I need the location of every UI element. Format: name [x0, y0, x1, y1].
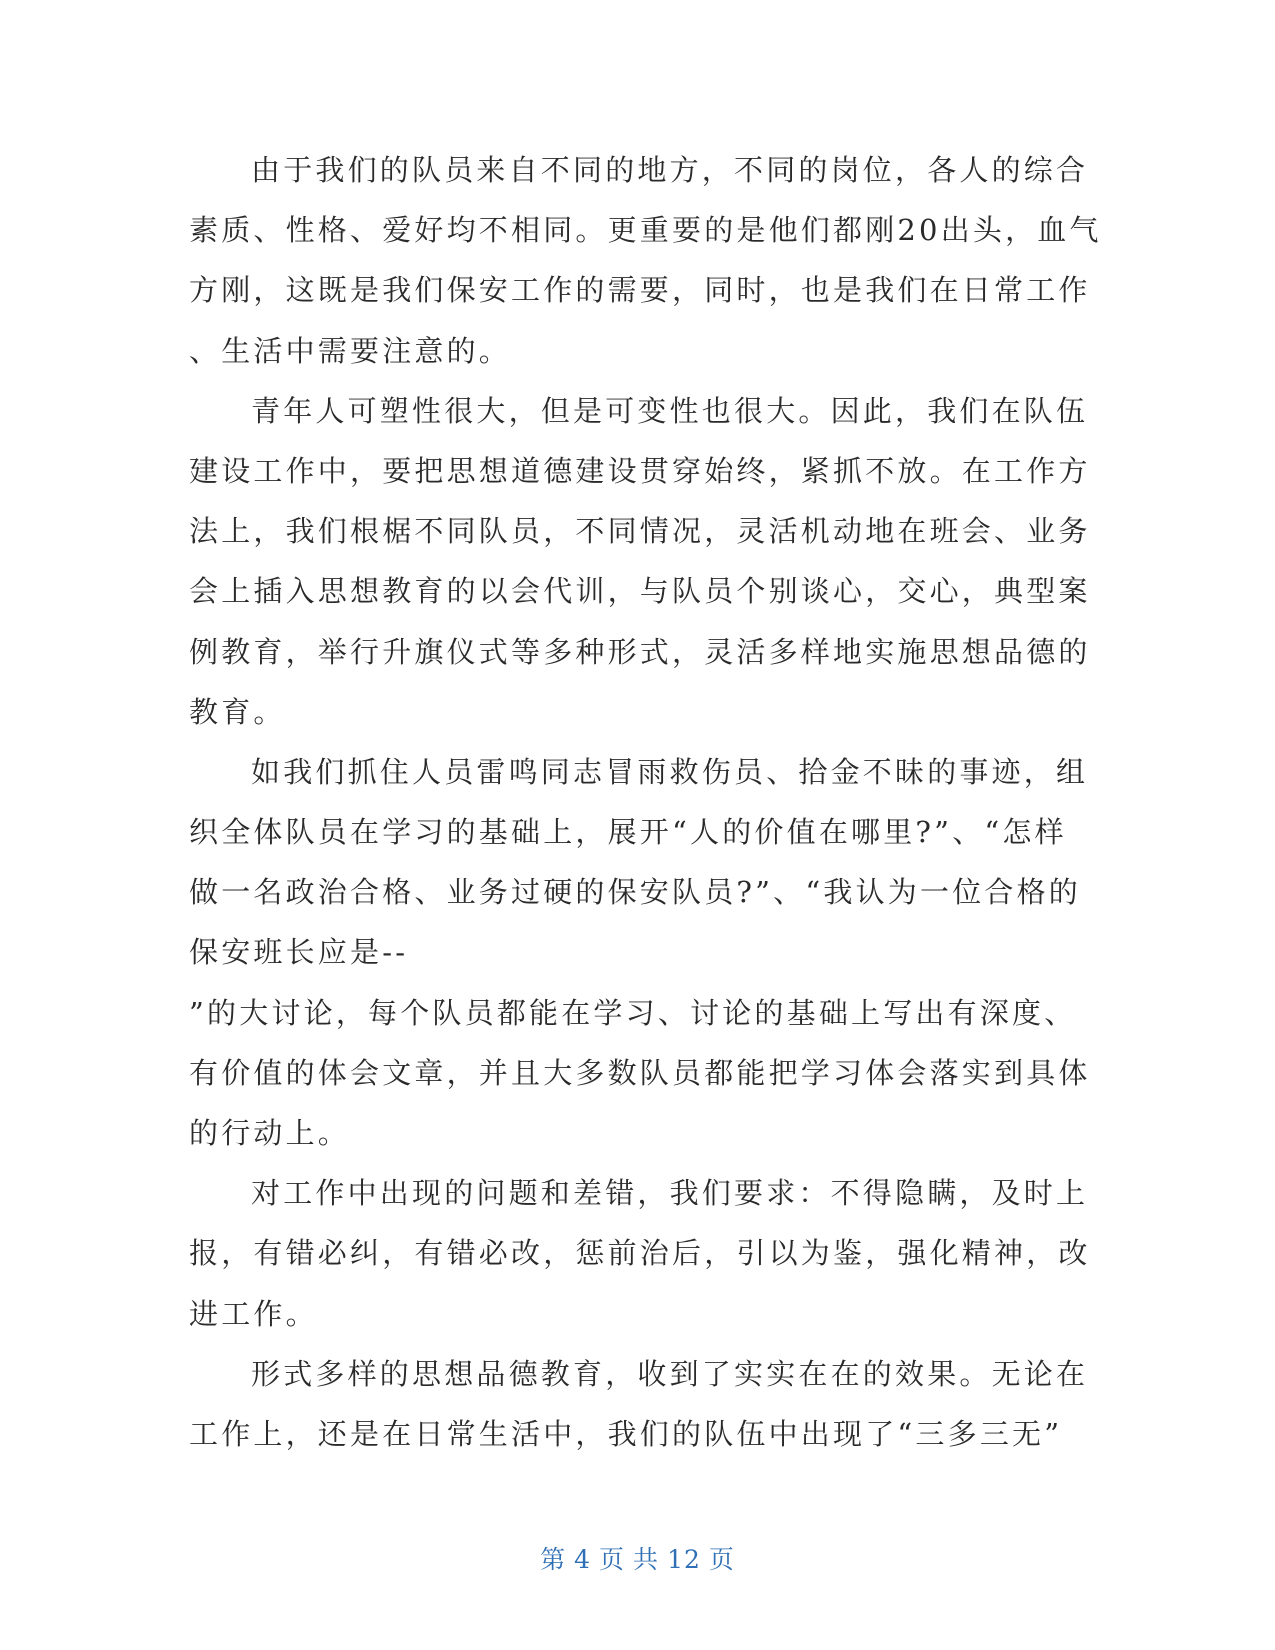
footer-current-page: 4	[574, 1545, 592, 1574]
text-line: 教育。	[189, 694, 286, 729]
text-line: 例教育，举行升旗仪式等多种形式，灵活多样地实施思想品德的	[189, 634, 1091, 669]
footer-prefix: 第	[540, 1545, 567, 1574]
text-line: 由于我们的队员来自不同的地方，不同的岗位，各人的综合	[251, 153, 1089, 187]
page-number-footer	[0, 1540, 1275, 1576]
text-line: 素质、性格、爱好均不相同。更重要的是他们都刚20出头，血气	[189, 213, 1102, 248]
footer-suffix: 页	[708, 1545, 735, 1574]
footer-page-word: 页	[599, 1545, 626, 1574]
text-line: 织全体队员在学习的基础上，展开“人的价值在哪里?”、“怎样	[189, 815, 1067, 850]
text-line: 做一名政治合格、业务过硬的保安队员?”、“我认为一位合格的	[189, 875, 1082, 910]
text-line: 报，有错必纠，有错必改，惩前治后，引以为鉴，强化精神，改	[189, 1236, 1091, 1271]
document-body	[189, 140, 1102, 1464]
text-line: 青年人可塑性很大，但是可变性也很大。因此，我们在队伍	[251, 393, 1089, 428]
text-line: 法上，我们根椐不同队员，不同情况，灵活机动地在班会、业务	[189, 514, 1091, 549]
text-line: 进工作。	[189, 1296, 318, 1331]
text-line: ”的大讨论，每个队员都能在学习、讨论的基础上写出有深度、	[189, 995, 1077, 1030]
text-line: 如我们抓住人员雷鸣同志冒雨救伤员、拾金不昧的事迹，组	[251, 754, 1089, 789]
footer-total-pages: 12	[667, 1545, 701, 1574]
text-line: 建设工作中，要把思想道德建设贯穿始终，紧抓不放。在工作方	[189, 453, 1091, 488]
text-line: 的行动上。	[189, 1116, 351, 1150]
text-line: 方刚，这既是我们保安工作的需要，同时，也是我们在日常工作	[189, 273, 1091, 308]
footer-total-word: 共	[633, 1545, 660, 1574]
text-line: 会上插入思想教育的以会代训，与队员个别谈心，交心，典型案	[189, 574, 1091, 609]
text-line: 工作上，还是在日常生活中，我们的队伍中出现了“三多三无”	[189, 1416, 1063, 1451]
text-line: 、生活中需要注意的。	[189, 333, 512, 368]
text-line: 保安班长应是--	[189, 935, 409, 970]
text-line: 形式多样的思想品德教育，收到了实实在在的效果。无论在	[251, 1356, 1089, 1391]
text-line: 对工作中出现的问题和差错，我们要求：不得隐瞒，及时上	[251, 1176, 1089, 1211]
text-line: 有价值的体会文章，并且大多数队员都能把学习体会落实到具体	[189, 1055, 1091, 1090]
